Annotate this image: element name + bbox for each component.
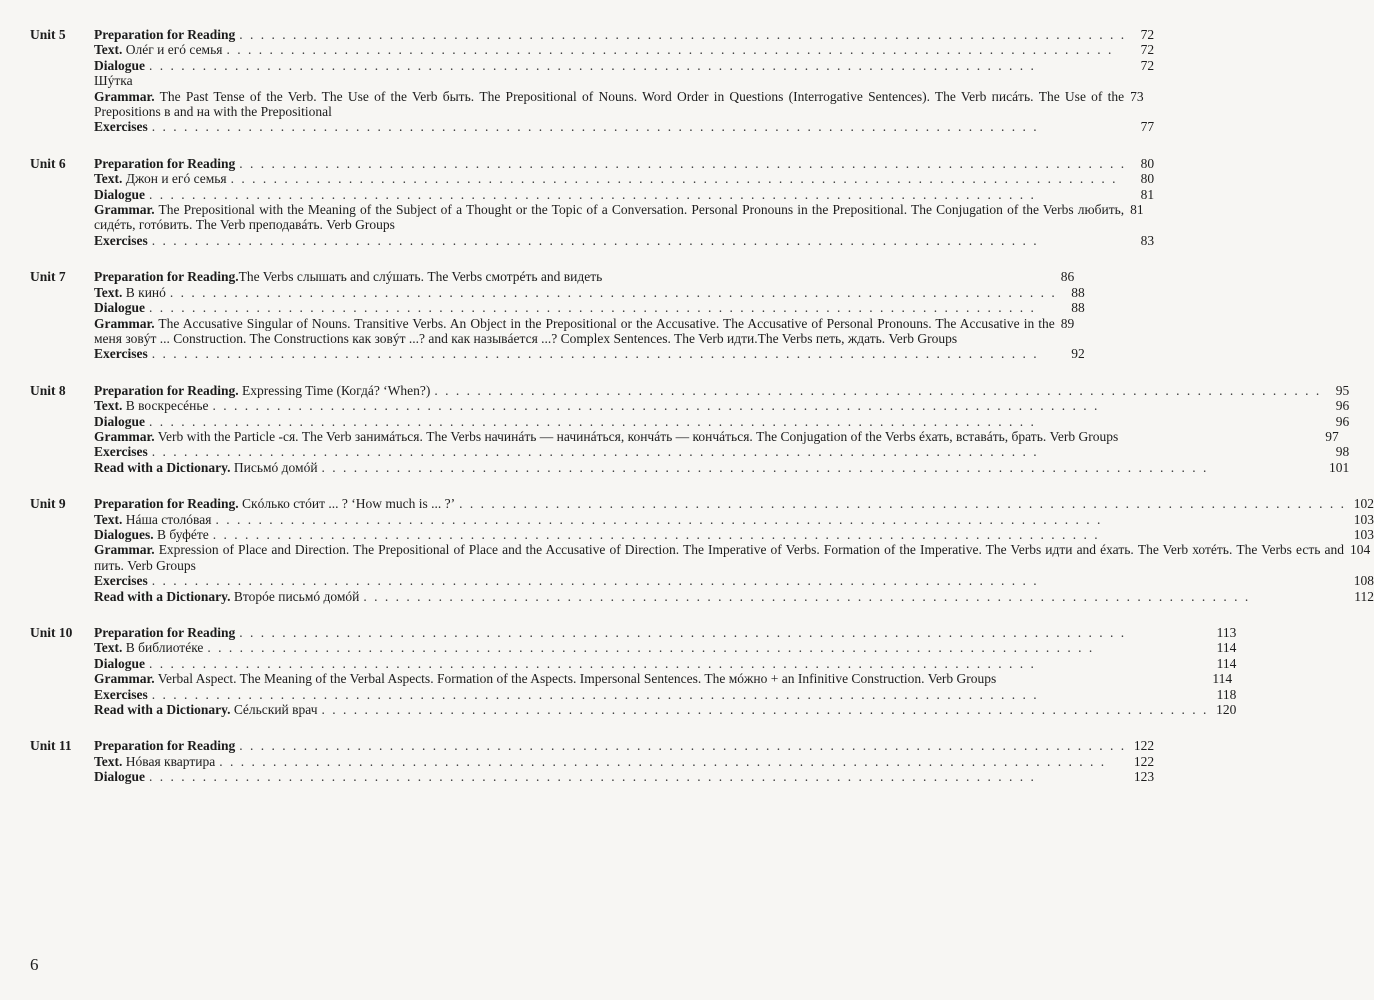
entry-title: Exercises (94, 573, 148, 589)
dot-leader (152, 119, 1126, 134)
entry-title: Preparation for Reading. (94, 382, 239, 398)
toc-entry (94, 512, 1374, 527)
entry-title: Grammar. (94, 88, 155, 104)
entry-title: Read with a Dictionary. (94, 702, 231, 718)
toc-entry (94, 285, 1085, 300)
unit-entries (94, 496, 1374, 604)
entry-title: Dialogue (94, 57, 146, 73)
toc-entry (94, 702, 1236, 717)
entry-page: 118 (1216, 686, 1237, 702)
entry-text: Нóвая квартира (122, 753, 216, 769)
dot-leader (215, 512, 1346, 527)
entry-page: 113 (1216, 625, 1237, 640)
toc-entry (94, 573, 1374, 588)
entry-title: Grammar. (94, 315, 155, 331)
toc-entry (94, 383, 1349, 398)
entry-title: Text. (94, 398, 123, 414)
entry-text: В библиотéке (122, 640, 204, 656)
entry-text: Олéг и егó семья (122, 42, 223, 58)
entry-page: 103 (1353, 511, 1374, 527)
toc-entry (94, 187, 1154, 202)
toc-entry (94, 346, 1085, 361)
entry-page: 114 (1212, 671, 1233, 687)
toc-entry (94, 444, 1349, 459)
entry-page: 72 (1140, 27, 1155, 42)
entry-page: 86 (1060, 269, 1075, 285)
entry-title: Exercises (94, 346, 148, 362)
dot-leader (239, 738, 1126, 753)
page-number: 6 (30, 955, 39, 974)
entry-text: Нáша столóвая (122, 511, 212, 527)
entry-title: Exercises (94, 444, 148, 460)
toc-entry (94, 73, 1154, 88)
dot-leader (239, 625, 1208, 640)
entry-page: 83 (1140, 232, 1155, 248)
entry-page: 73 (1130, 88, 1144, 104)
entry-text: Expression of Place and Direction. The Prepositional of Place and the Accusative of Direction. The Imperative of Verbs. Formation of the Imperative. The Verbs идти and éхать. The Verb хотéть. The Verbs есть and пить. Verb Groups (94, 542, 1344, 573)
toc-entry (94, 496, 1374, 511)
toc-entry (94, 269, 1085, 284)
dot-leader (170, 285, 1057, 300)
entry-title: Dialogue (94, 300, 146, 316)
toc-unit (30, 496, 1374, 604)
entry-text: Verb with the Particle -ся. The Verb занимáться. The Verbs начинáть — начинáться, кончáть — кончáться. The Conjugation of the Verbs éхать, вставáть, брать. Verb Groups (154, 428, 1119, 444)
entry-title: Preparation for Reading. (94, 269, 239, 285)
unit-entries (94, 27, 1154, 135)
entry-page: 114 (1216, 655, 1237, 671)
unit-label: Unit 6 (30, 155, 66, 171)
toc-unit (30, 27, 1155, 135)
entry-text: Expressing Time (Когдá? ‘When?) (238, 382, 431, 398)
toc-entry (94, 156, 1154, 171)
entry-page: 92 (1071, 346, 1085, 362)
entry-page: 81 (1130, 202, 1144, 218)
entry-text: Вторóе письмó домóй (230, 588, 360, 604)
toc-entry (94, 300, 1085, 315)
entry-page: 122 (1133, 753, 1155, 769)
toc-entry (94, 58, 1154, 73)
entry-page: 122 (1133, 738, 1155, 754)
entry-text: The Accusative Singular of Nouns. Transitive Verbs. An Object in the Prepositional or the Accusative. The Accusative of Personal Pronouns. The Accusative in the меня зовýт ... Construction. The Constructions как зовýт ...? and как назывáется ...? Complex Sentences. The Verb идти.The Verbs петь, ждать. Verb Groups (94, 315, 1055, 346)
toc-entry (94, 398, 1349, 413)
dot-leader (149, 58, 1126, 73)
unit-entries (94, 156, 1154, 248)
entry-text: Письмó домóй (230, 459, 318, 475)
entry-title: Text. (94, 753, 123, 769)
entry-title: Exercises (94, 686, 148, 702)
toc-entry (94, 171, 1154, 186)
unit-label: Unit 8 (30, 382, 66, 398)
entry-title: Text. (94, 42, 123, 58)
entry-text: Джон и егó семья (122, 171, 227, 187)
toc-unit (30, 269, 1085, 362)
dot-leader (152, 233, 1126, 248)
entry-page: 112 (1354, 588, 1374, 604)
entry-title: Grammar. (94, 671, 155, 687)
dot-leader (152, 444, 1322, 459)
toc-entry (94, 589, 1374, 604)
entry-title: Dialogue (94, 413, 146, 429)
entry-title: Preparation for Reading (94, 155, 236, 171)
dot-leader (434, 383, 1321, 398)
entry-title: Preparation for Reading. (94, 496, 239, 512)
entry-page: 123 (1133, 769, 1155, 785)
toc-unit (30, 155, 1155, 248)
entry-text: The Prepositional with the Meaning of the Subject of a Thought or the Topic of a Conversation. Personal Pronouns in the Prepositional. The Conjugation of the Verbs любить, сидéть, готóвить. The Verb преподавáть. Verb Groups (94, 202, 1125, 233)
dot-leader (207, 640, 1208, 655)
entry-title: Text. (94, 171, 123, 187)
toc-entry (94, 671, 1236, 686)
table-of-contents (30, 27, 1374, 806)
unit-label: Unit 10 (30, 625, 73, 640)
dot-leader (459, 496, 1346, 511)
dot-leader (239, 27, 1126, 42)
entry-page: 114 (1216, 640, 1237, 656)
entry-page: 96 (1335, 398, 1350, 414)
toc-entry (94, 89, 1154, 120)
toc-entry (94, 769, 1154, 784)
toc-entry (94, 754, 1154, 769)
dot-leader (231, 171, 1126, 186)
dot-leader (226, 42, 1126, 57)
entry-page: 95 (1335, 382, 1350, 398)
entry-page: 102 (1353, 496, 1374, 512)
entry-page: 77 (1140, 119, 1155, 135)
entry-title: Preparation for Reading (94, 27, 236, 42)
entry-page: 103 (1353, 526, 1374, 542)
entry-page: 72 (1140, 42, 1155, 58)
dot-leader (213, 398, 1322, 413)
dot-leader (239, 156, 1126, 171)
toc-unit (30, 738, 1155, 785)
dot-leader (149, 769, 1126, 784)
entry-text: Шýтка (94, 73, 133, 89)
unit-entries (94, 625, 1236, 717)
entry-text: Скóлько стóит ... ? ‘How much is ... ?’ (238, 496, 456, 512)
toc-entry (94, 687, 1236, 702)
entry-text: В воскресéнье (122, 398, 209, 414)
entry-title: Read with a Dictionary. (94, 588, 231, 604)
dot-leader (152, 687, 1209, 702)
entry-title: Preparation for Reading (94, 738, 236, 754)
entry-title: Grammar. (94, 428, 155, 444)
entry-page: 80 (1140, 155, 1155, 171)
entry-page: 96 (1335, 413, 1350, 429)
entry-text: The Verbs слышать and слýшать. The Verbs смотрéть and видеть (238, 269, 603, 285)
dot-leader (152, 573, 1346, 588)
dot-leader (149, 656, 1208, 671)
entry-title: Grammar. (94, 202, 155, 218)
unit-entries (94, 738, 1154, 784)
unit-label: Unit 5 (30, 27, 66, 42)
entry-title: Dialogue (94, 655, 146, 671)
toc-unit (30, 625, 1237, 718)
entry-title: Dialogues. (94, 526, 154, 542)
unit-entries (94, 383, 1349, 475)
entry-title: Read with a Dictionary. (94, 459, 231, 475)
dot-leader (322, 702, 1209, 717)
dot-leader (149, 414, 1321, 429)
dot-leader (149, 187, 1126, 202)
toc-entry (94, 27, 1154, 42)
entry-title: Text. (94, 640, 123, 656)
toc-entry (94, 414, 1349, 429)
entry-text: The Past Tense of the Verb. The Use of the Verb быть. The Prepositional of Nouns. Word Order in Questions (Interrogative Sentences). The Verb писáть. The Use of the Prepositions в and на with the Prepositional (94, 88, 1125, 120)
entry-title: Grammar. (94, 542, 155, 558)
toc-entry (94, 542, 1374, 573)
toc-entry (94, 119, 1154, 134)
entry-page: 108 (1353, 573, 1374, 589)
unit-label: Unit 7 (30, 269, 66, 285)
entry-page: 98 (1335, 444, 1350, 460)
toc-unit (30, 382, 1350, 475)
toc-entry (94, 625, 1236, 640)
entry-page: 88 (1071, 300, 1085, 316)
entry-title: Preparation for Reading (94, 625, 236, 640)
dot-leader (219, 754, 1126, 769)
unit-label: Unit 9 (30, 496, 66, 512)
entry-title: Text. (94, 511, 123, 527)
toc-entry (94, 460, 1349, 475)
toc-entry (94, 42, 1154, 57)
entry-page: 120 (1216, 702, 1237, 718)
entry-page: 88 (1071, 284, 1085, 300)
toc-entry (94, 656, 1236, 671)
entry-title: Exercises (94, 232, 148, 248)
entry-page: 80 (1140, 171, 1155, 187)
entry-text: В кинó (122, 284, 166, 300)
toc-entry (94, 527, 1374, 542)
toc-entry (94, 316, 1085, 347)
unit-entries (94, 269, 1085, 361)
toc-entry (94, 233, 1154, 248)
unit-label: Unit 11 (30, 738, 72, 754)
dot-leader (322, 460, 1322, 475)
dot-leader (149, 300, 1057, 315)
entry-title: Dialogue (94, 186, 146, 202)
toc-entry (94, 738, 1154, 753)
dot-leader (363, 589, 1346, 604)
entry-title: Text. (94, 284, 123, 300)
entry-page: 97 (1325, 428, 1339, 444)
toc-entry (94, 429, 1349, 444)
entry-text: Verbal Aspect. The Meaning of the Verbal Aspects. Formation of the Aspects. Impersonal Sentences. The мóжно + an Infinitive Construction. Verb Groups (154, 671, 997, 687)
toc-entry (94, 640, 1236, 655)
entry-page: 89 (1060, 315, 1075, 331)
entry-page: 104 (1349, 542, 1371, 558)
dot-leader (213, 527, 1346, 542)
entry-page: 101 (1329, 459, 1350, 475)
entry-page: 72 (1140, 57, 1155, 73)
entry-title: Exercises (94, 119, 148, 135)
toc-entry (94, 202, 1154, 233)
entry-text: Сéльский врач (230, 702, 318, 718)
entry-title: Dialogue (94, 769, 146, 785)
dot-leader (152, 346, 1057, 361)
entry-page: 81 (1140, 186, 1155, 202)
entry-text: В буфéте (153, 526, 209, 542)
